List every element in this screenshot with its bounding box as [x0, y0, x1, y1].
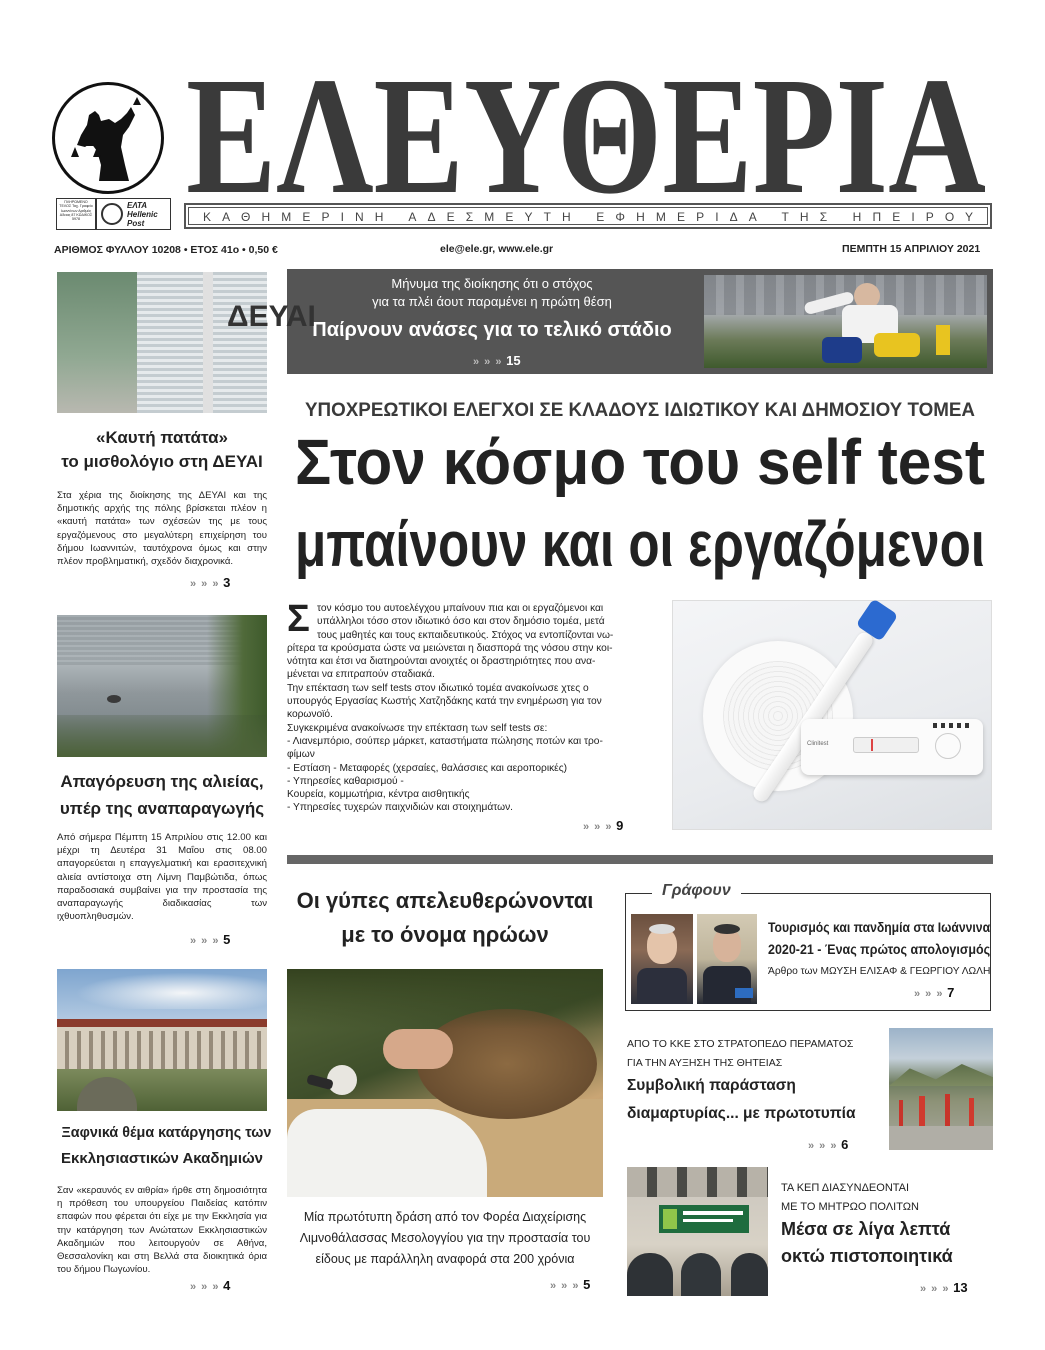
liberty-statue-icon: [55, 85, 161, 191]
opinion-headline-1[interactable]: Τουρισμός και πανδημία στα Ιωάννινα: [768, 920, 991, 935]
protest-photo: [889, 1028, 993, 1150]
deyai-body: Στα χέρια της διοίκησης της ΔΕΥΑΙ και της δημοτικής αρχής της πόλης βρίσκεται πλέον η «καυτή πατάτα» των σχέσεών της με τους εργαζόμενους στο μεγαλύτερη επιχείρηση του δήμου Ιωαννιτών, ταυτόχρονα όμως και στην πλέον προβληματική, σχεδόν διαχρονικά.: [57, 490, 267, 568]
vultures-page-ref[interactable]: [550, 1277, 590, 1292]
kke-headline-1[interactable]: Συμβολική παράσταση: [627, 1077, 796, 1094]
lead-body: [287, 598, 655, 815]
lead-body-line: Την επέκταση των self tests στον ιδιωτικό τομέα ανακοίνωσε χτες ο: [287, 682, 589, 694]
kke-kicker-1: ΑΠΟ ΤΟ ΚΚΕ ΣΤΟ ΣΤΡΑΤΟΠΕΔΟ ΠΕΡΑΜΑΤΟΣ: [627, 1038, 854, 1050]
elta-logo: [96, 198, 171, 230]
academies-page-ref[interactable]: [190, 1278, 230, 1293]
page-number: 13: [953, 1280, 968, 1295]
kep-headline-1[interactable]: Μέσα σε λίγα λεπτά: [781, 1219, 951, 1239]
sports-banner[interactable]: [287, 269, 993, 374]
lead-headline-1[interactable]: Στον κόσμο του self test: [295, 426, 985, 498]
sports-headline: Παίρνουν ανάσες για το τελικό στάδιο: [312, 319, 672, 341]
page-number: 6: [841, 1137, 849, 1152]
lead-body-line: Συγκεκριμένα ανακοίνωσε την επέκταση των self tests σε:: [287, 722, 548, 734]
fishing-headline-2[interactable]: υπέρ της αναπαραγωγής: [59, 799, 265, 818]
lead-body-line: ρίτερα τα κρούσματα ώστε να μειώνεται η διασπορά της νόσου στην κοι-: [287, 642, 613, 654]
vulture-photo: [287, 969, 603, 1197]
arrow-icon: » » »: [914, 988, 944, 1000]
lead-body-line: νότητα και έτσι να διατηρούνται ανοιχτές οι δραστηριότητες που ανα-: [287, 656, 596, 668]
post-emblem-icon: [101, 203, 123, 225]
kke-headline-2[interactable]: διαμαρτυρίας... με πρωτοτυπία: [627, 1105, 856, 1122]
deyai-headline-2[interactable]: το μισθολόγιο στη ΔΕΥΑΙ: [61, 452, 263, 471]
arrow-icon: » » »: [920, 1283, 950, 1295]
arrow-icon: » » »: [190, 935, 220, 947]
lead-page-ref[interactable]: [583, 818, 623, 833]
kep-page-ref[interactable]: [920, 1280, 968, 1295]
test-cassette: [801, 719, 983, 775]
fishing-headline-1[interactable]: Απαγόρευση της αλιείας,: [60, 772, 264, 791]
lead-body-text: [287, 598, 655, 815]
academy-building-photo: [57, 969, 267, 1111]
issue-info: ΑΡΙΘΜΟΣ ΦΥΛΛΟΥ 10208 • ΕΤΟΣ 41ο • 0,50 €: [54, 244, 278, 256]
page-number: 15: [506, 353, 521, 368]
lead-kicker: ΥΠΟΧΡΕΩΤΙΚΟΙ ΕΛΕΓΧΟΙ ΣΕ ΚΛΑΔΟΥΣ ΙΔΙΩΤΙΚΟΥ ΚΑΙ ΔΗΜΟΣΙΟΥ ΤΟΜΕΑ: [305, 400, 976, 421]
postage-stamp-text: ΠΛΗΡΩΜΕΝΟ ΤΕΛΟΣ Ταχ. Γραφείο Ιωαννίνων Αριθμός Αδειας 87 ΚΩΔΙΚΟΣ 5978: [59, 200, 93, 222]
author-photo-1: [631, 914, 693, 1004]
sports-page-ref[interactable]: [473, 353, 521, 368]
fishing-body: Από σήμερα Πέμπτη 15 Απριλίου στις 12.00 και μέχρι τη Δευτέρα 31 Μαΐου στις 08.00 απαγορεύεται η επαγγελματική και ερασιτεχνική αλιεία αντίστοιχα στη Λίμνη Παμβώτιδα, όπως παραδοσιακά συμβαίνει για την προστασία της αναπαραγωγής διαδικασίας των ιχθυοπληθυσμών.: [57, 832, 267, 923]
page-number: 5: [223, 932, 231, 947]
lead-body-line: τον κόσμο του αυτοελέγχου μπαίνουν πια και οι εργαζόμενοι και: [317, 603, 604, 614]
opinion-headline-2[interactable]: 2020-21 - Ένας πρώτος απολογισμός: [768, 942, 991, 957]
sports-kicker-1: Μήνυμα της διοίκησης ότι ο στόχος: [391, 276, 593, 291]
fishing-page-ref[interactable]: [190, 932, 230, 947]
page-number: 4: [223, 1278, 231, 1293]
opinion-page-ref[interactable]: [914, 985, 954, 1000]
lead-body-line: μένεται να επιτραπούν σταδιακά.: [287, 669, 435, 681]
arrow-icon: » » »: [473, 356, 503, 368]
academies-headline-1[interactable]: Ξαφνικά θέμα κατάργησης των: [61, 1124, 272, 1141]
kke-kicker-2: ΓΙΑ ΤΗΝ ΑΥΞΗΣΗ ΤΗΣ ΘΗΤΕΙΑΣ: [627, 1057, 783, 1069]
section-divider: [287, 855, 993, 864]
contact-info: ele@ele.gr, www.ele.gr: [440, 243, 554, 255]
kep-building-photo: [627, 1167, 768, 1296]
lead-body-line: - Λιανεμπόριο, σούπερ μάρκετ, καταστήματα πώλησης ποτών και τρο-: [287, 735, 603, 747]
vultures-headline-1[interactable]: Οι γύπες απελευθερώνονται: [296, 888, 594, 913]
kep-kicker-2: ΜΕ ΤΟ ΜΗΤΡΩΟ ΠΟΛΙΤΩΝ: [781, 1201, 919, 1213]
arrow-icon: » » »: [190, 1281, 220, 1293]
lead-body-line: υπουργός Εργασίας Κωστής Χατζηδάκης κατά την ενημέρωση για τον: [287, 696, 602, 708]
lead-body-line: υπάλληλοι τόσο στον ιδιωτικό όσο και στον δημόσιο τομέα, μετά: [317, 616, 605, 628]
opinion-byline: Άρθρο των ΜΩΥΣΗ ΕΛΙΣΑΦ & ΓΕΩΡΓΙΟΥ ΛΩΛΗ: [768, 965, 991, 977]
lead-body-line: - Υπηρεσίες τυχερών παιχνιδιών και στοιχημάτων.: [287, 802, 513, 814]
kep-kicker-1: ΤΑ ΚΕΠ ΔΙΑΣΥΝΔΕΟΝΤΑΙ: [781, 1182, 910, 1194]
page-number: 5: [583, 1277, 591, 1292]
lead-body-line: - Εστίαση - Μεταφορές (χερσαίες, θαλάσσιες και αεροπορικές): [287, 762, 568, 774]
lead-body-line: Κουρεία, κομμωτήρια, κέντρα αισθητικής: [287, 789, 470, 801]
deyai-page-ref[interactable]: [190, 575, 230, 590]
vultures-caption-2: Λιμνοθάλασσας Μεσολογγίου για την προστασία του: [299, 1231, 591, 1245]
author-photo-2: [697, 914, 757, 1004]
vultures-caption-1: Μία πρωτότυπη δράση από τον Φορέα Διαχείρισης: [303, 1210, 587, 1224]
kep-headline-2[interactable]: οκτώ πιστοποιητικά: [781, 1246, 953, 1266]
lake-photo: [57, 615, 267, 757]
opinion-label: Γράφουν: [652, 882, 741, 900]
test-strip-label: Clinitest: [807, 741, 829, 747]
arrow-icon: » » »: [808, 1140, 838, 1152]
elta-logo-text: ΕΛΤΑ Hellenic Post: [127, 200, 158, 228]
arrow-icon: » » »: [550, 1280, 580, 1292]
lead-headline-2[interactable]: μπαίνουν και οι εργαζόμενοι: [295, 508, 985, 580]
deyai-sign: ΔΕΥΑΙ: [227, 300, 316, 333]
academies-headline-2[interactable]: Εκκλησιαστικών Ακαδημιών: [60, 1150, 264, 1167]
issue-date: ΠΕΜΠΤΗ 15 ΑΠΡΙΛΙΟΥ 2021: [842, 243, 981, 255]
deyai-building-photo: [57, 272, 316, 413]
kke-page-ref[interactable]: [808, 1137, 848, 1152]
self-test-photo: [672, 600, 992, 830]
page-number: 9: [616, 818, 624, 833]
lead-body-line: κορωνοϊό.: [287, 709, 333, 721]
academies-body: Σαν «κεραυνός εν αιθρία» ήρθε στη δημοσιότητα η πρόθεση του υπουργείου Παιδείας κατόπιν επαφών που φέρεται ότι είχε με την Εκκλησία για την κατάργηση των Ανώτατων Εκκλησιαστικών Ακαδημιών που λειτουργούν σε Αθήνα, Θεσσαλονίκη και στη Βελλά στα διοικητικά όρια του δήμου Πωγωνίου.: [57, 1185, 267, 1276]
drop-cap: Σ: [287, 598, 310, 640]
tagline: ΚΑΘΗΜΕΡΙΝΗ ΑΔΕΣΜΕΥΤΗ ΕΦΗΜΕΡΙΔΑ ΤΗΣ ΗΠΕΙΡΟΥ: [203, 210, 973, 224]
lead-body-line: - Υπηρεσίες καθαρισμού -: [287, 775, 404, 787]
lead-body-line: τους μαθητές και τους εκπαιδευτικούς. Στόχος να εντοπίζονται νω-: [317, 629, 614, 641]
postage-paid-stamp: [56, 198, 96, 230]
page-number: 3: [223, 575, 231, 590]
football-photo: [704, 275, 987, 368]
masthead-title-text: ΕΛΕΥΘΕΡΙΑ: [186, 43, 986, 229]
vultures-caption-3: είδους με παράλληλη αναφορά στα 200 χρόνια: [315, 1252, 575, 1266]
deyai-headline-1[interactable]: «Καυτή πατάτα»: [96, 428, 228, 447]
lead-body-line: φίμων: [287, 749, 315, 761]
tagline-box: [184, 203, 992, 229]
page-number: 7: [947, 985, 955, 1000]
arrow-icon: » » »: [190, 578, 220, 590]
newspaper-logo: [52, 82, 164, 194]
vultures-headline-2[interactable]: με το όνομα ηρώων: [341, 922, 549, 947]
sports-kicker-2: για τα πλέι άουτ παραμένει η πρώτη θέση: [372, 294, 612, 309]
arrow-icon: » » »: [583, 821, 613, 833]
